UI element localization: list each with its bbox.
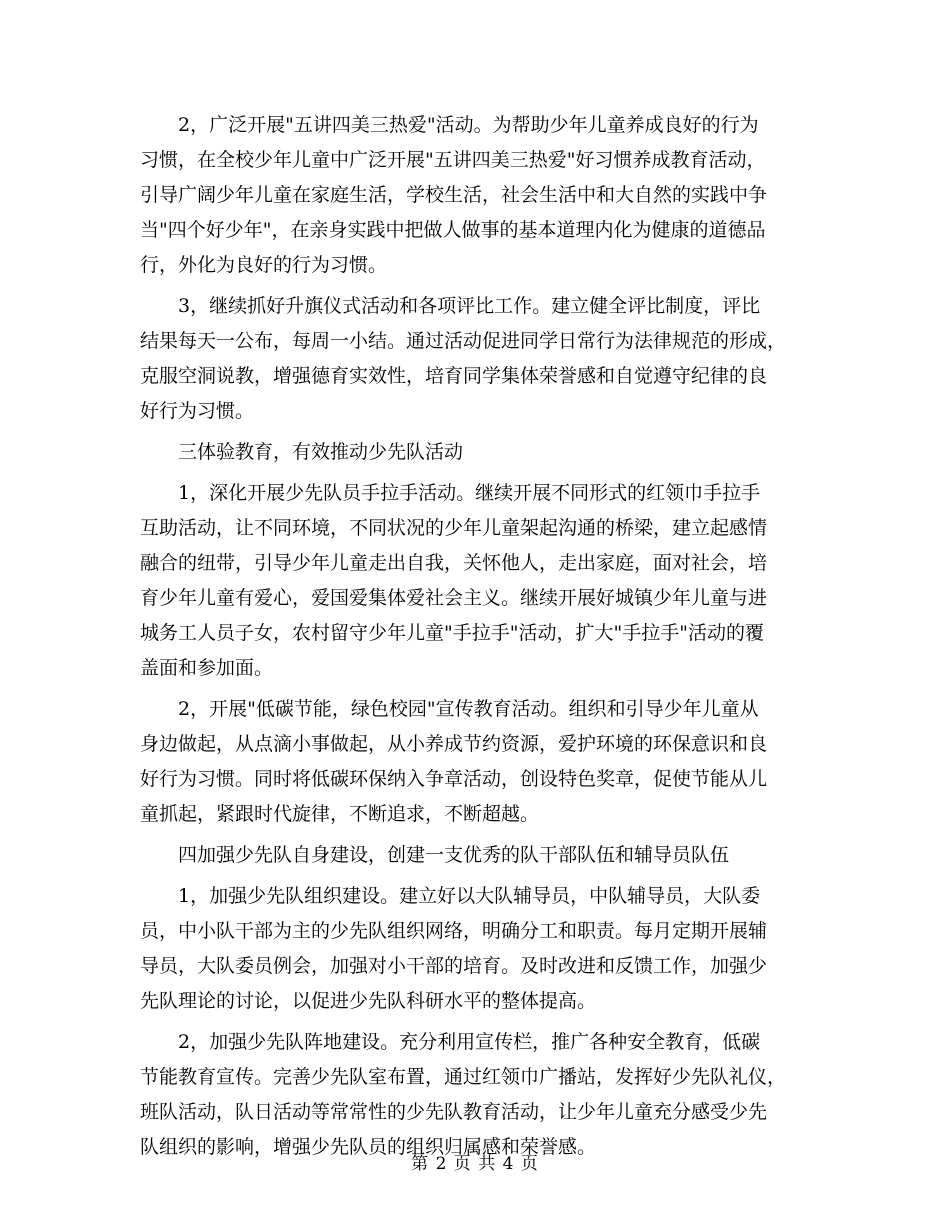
paragraph-line: 互助活动，让不同环境，不同状况的少年儿童架起沟通的桥梁，建立起感情 [140,517,768,539]
paragraph-item-1 [140,879,808,1019]
paragraph-line: 童抓起，紧跟时代旋律，不断追求，不断超越。 [140,803,540,825]
paragraph-line: 3，继续抓好升旗仪式活动和各项评比工作。建立健全评比制度，评比 [178,295,761,317]
paragraph-line: 1，深化开展少先队员手拉手活动。继续开展不同形式的红领巾手拉手 [178,482,761,504]
paragraph-item-1 [140,476,808,686]
paragraph-line: 盖面和参加面。 [140,657,274,679]
section-heading-text: 四加强少先队自身建设，创建一支优秀的队干部队伍和辅导员队伍 [178,844,730,866]
paragraph-line: 习惯，在全校少年儿童中广泛开展"五讲四美三热爱"好习惯养成教育活动， [140,149,766,171]
section-heading-4 [140,838,808,873]
section-heading-3 [140,435,808,470]
paragraph-line: 导员，大队委员例会，加强对小干部的培育。及时改进和反馈工作，加强少 [140,955,768,977]
paragraph-item-2 [140,108,808,283]
paragraph-line: 2，广泛开展"五讲四美三热爱"活动。为帮助少年儿童养成良好的行为 [178,114,759,136]
paragraph-line: 城务工人员子女，农村留守少年儿童"手拉手"活动，扩大"手拉手"活动的覆 [140,622,764,644]
paragraph-line: 员，中小队干部为主的少先队组织网络，明确分工和职责。每月定期开展辅 [140,920,768,942]
paragraph-line: 育少年儿童有爱心，爱国爱集体爱社会主义。继续开展好城镇少年儿童与进 [140,587,768,609]
paragraph-line: 1，加强少先队组织建设。建立好以大队辅导员，中队辅导员，大队委 [178,885,761,907]
paragraph-line: 身边做起，从点滴小事做起，从小养成节约资源，爱护环境的环保意识和良 [140,733,768,755]
paragraph-line: 当"四个好少年"，在亲身实践中把做人做事的基本道理内化为健康的道德品 [140,219,766,241]
paragraph-line: 好行为习惯。 [140,400,255,422]
paragraph-line: 先队理论的讨论，以促进少先队科研水平的整体提高。 [140,990,597,1012]
paragraph-line: 引导广阔少年儿童在家庭生活，学校生活，社会生活中和大自然的实践中争 [140,184,768,206]
paragraph-line: 2，加强少先队阵地建设。充分利用宣传栏，推广各种安全教育，低碳 [178,1031,761,1053]
paragraph-item-3 [140,289,808,429]
paragraph-line: 队组织的影响，增强少先队员的组织归属感和荣誉感。 [140,1136,597,1158]
page-number-footer: 第 2 页 共 4 页 [411,1154,539,1174]
paragraph-line: 好行为习惯。同时将低碳环保纳入争章活动，创设特色奖章，促使节能从儿 [140,768,768,790]
paragraph-line: 结果每天一公布，每周一小结。通过活动促进同学日常行为法律规范的形成， [140,330,787,352]
section-heading-text: 三体验教育，有效推动少先队活动 [178,441,464,463]
paragraph-item-2 [140,1025,808,1165]
document-body [140,108,808,1171]
paragraph-line: 节能教育宣传。完善少先队室布置，通过红领巾广播站，发挥好少先队礼仪， [140,1066,787,1088]
paragraph-line: 班队活动，队日活动等常常性的少先队教育活动，让少年儿童充分感受少先 [140,1101,768,1123]
paragraph-line: 2，开展"低碳节能，绿色校园"宣传教育活动。组织和引导少年儿童从 [178,698,759,720]
paragraph-line: 行，外化为良好的行为习惯。 [140,254,388,276]
paragraph-item-2 [140,692,808,832]
paragraph-line: 融合的纽带，引导少年儿童走出自我，关怀他人，走出家庭，面对社会，培 [140,552,768,574]
paragraph-line: 克服空洞说教，增强德育实效性，培育同学集体荣誉感和自觉遵守纪律的良 [140,365,768,387]
